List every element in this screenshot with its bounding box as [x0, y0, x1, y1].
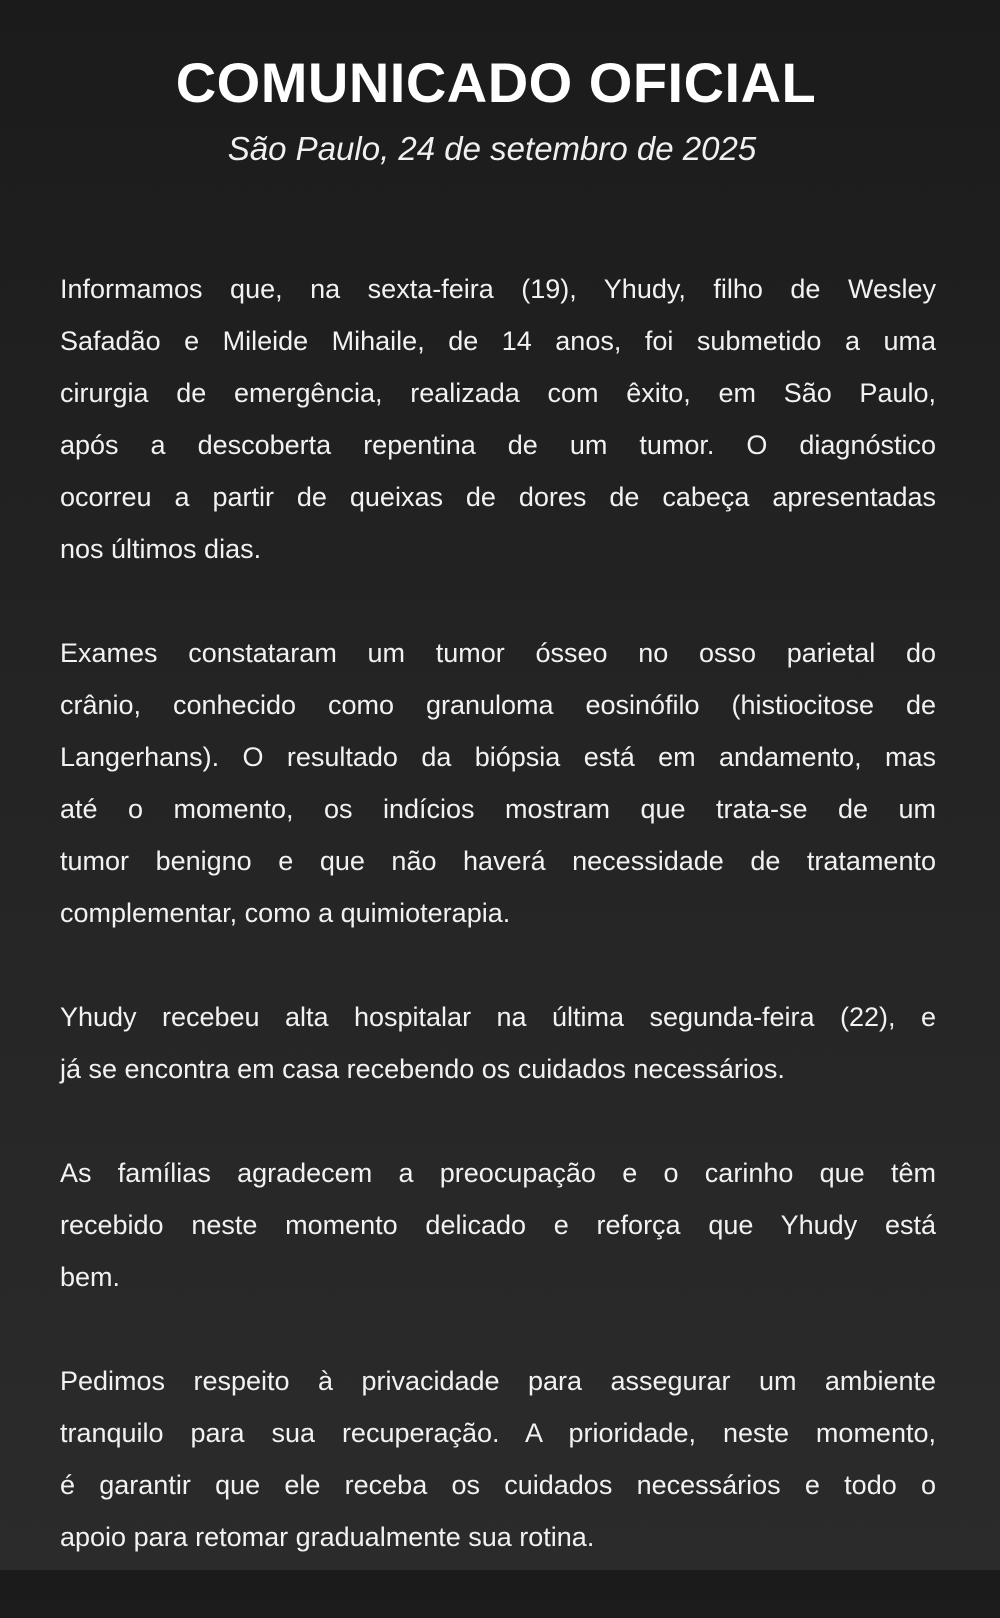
date-line: São Paulo, 24 de setembro de 2025: [227, 130, 757, 167]
paragraph: [60, 630, 936, 942]
paragraph: [60, 266, 936, 578]
paragraph-line: Informamos que, na sexta-feira (19), Yhudy, filho de Wesley: [60, 274, 936, 304]
paragraph-line: Langerhans). O resultado da biópsia está em andamento, mas: [60, 742, 936, 772]
paragraph-line: Yhudy recebeu alta hospitalar na última segunda-feira (22), e: [60, 1002, 936, 1032]
page-title: COMUNICADO OFICIAL: [175, 51, 817, 114]
paragraph-line: complementar, como a quimioterapia.: [60, 898, 511, 928]
paragraph-line: é garantir que ele receba os cuidados necessários e todo o: [60, 1470, 936, 1500]
paragraph: [60, 994, 936, 1098]
paragraph-line: crânio, conhecido como granuloma eosinófilo (histiocitose de: [60, 690, 936, 720]
paragraph-line: bem.: [60, 1262, 121, 1292]
paragraph-line: apoio para retomar gradualmente sua rotina.: [60, 1522, 595, 1552]
statement-body: [60, 266, 936, 1618]
paragraph-line: tranquilo para sua recuperação. A prioridade, neste momento,: [60, 1418, 936, 1448]
paragraph-line: recebido neste momento delicado e reforça que Yhudy está: [60, 1210, 936, 1240]
paragraph-line: após a descoberta repentina de um tumor. O diagnóstico: [60, 430, 936, 460]
paragraph-line: Safadão e Mileide Mihaile, de 14 anos, foi submetido a uma: [60, 326, 936, 356]
paragraph-line: já se encontra em casa recebendo os cuidados necessários.: [60, 1054, 785, 1084]
paragraph-line: Pedimos respeito à privacidade para assegurar um ambiente: [60, 1366, 936, 1396]
paragraph-line: tumor benigno e que não haverá necessidade de tratamento: [60, 846, 936, 876]
paragraph-line: nos últimos dias.: [60, 534, 262, 564]
paragraph-line: Exames constataram um tumor ósseo no osso parietal do: [60, 638, 936, 668]
paragraph-line: ocorreu a partir de queixas de dores de cabeça apresentadas: [60, 482, 936, 512]
paragraph-line: até o momento, os indícios mostram que trata-se de um: [60, 794, 936, 824]
paragraph: [60, 1150, 936, 1306]
paragraph: [60, 1358, 936, 1566]
paragraph-line: As famílias agradecem a preocupação e o carinho que têm: [60, 1158, 936, 1188]
paragraph-line: cirurgia de emergência, realizada com êxito, em São Paulo,: [60, 378, 936, 408]
